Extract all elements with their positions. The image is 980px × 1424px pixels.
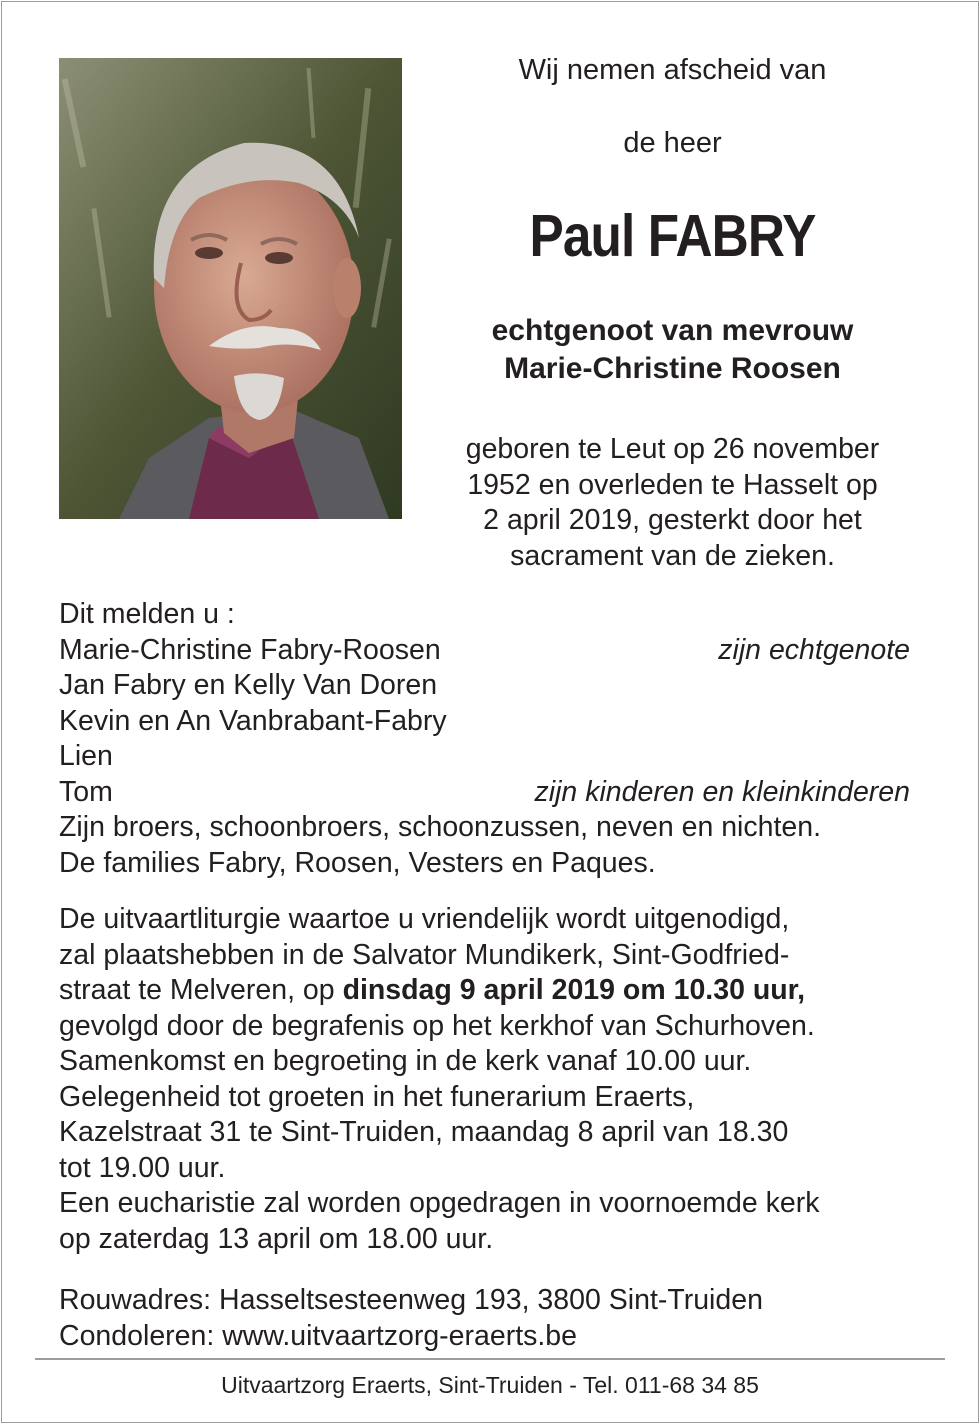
birth-line: sacrament van de zieken.	[510, 539, 835, 572]
family-line: De families Fabry, Roosen, Vesters en Paques.	[59, 846, 656, 879]
notice-row	[59, 668, 919, 704]
intro-text: Wij nemen afscheid van	[518, 54, 827, 86]
ceremony-block	[59, 902, 919, 1257]
notice-name: Kevin en An Vanbrabant-Fabry	[59, 704, 447, 737]
spouse-name: Marie-Christine Roosen	[504, 352, 841, 385]
mourning-address: Rouwadres: Hasseltsesteenweg 193, 3800 Sint-Truiden	[59, 1284, 763, 1316]
notice-relation: zijn kinderen en kleinkinderen	[534, 775, 910, 808]
ceremony-line: De uitvaartliturgie waartoe u vriendelijk wordt uitgenodigd,	[59, 903, 790, 935]
contact-block	[59, 1283, 919, 1354]
notices-block	[59, 597, 919, 881]
ceremony-text: straat te Melveren, op	[59, 974, 343, 1006]
birth-line: geboren te Leut op 26 november	[465, 433, 880, 465]
notice-relation: zijn echtgenote	[718, 633, 910, 666]
portrait-photo	[59, 58, 402, 519]
notice-name: Marie-Christine Fabry-Roosen	[59, 633, 441, 666]
ceremony-line: Gelegenheid tot groeten in het funerarium Eraerts,	[59, 1080, 695, 1113]
footer-text: Uitvaartzorg Eraerts, Sint-Truiden - Tel. 011-68 34 85	[221, 1372, 759, 1398]
ceremony-line: Samenkomst en begroeting in de kerk vanaf 10.00 uur.	[59, 1045, 752, 1077]
ceremony-line: Kazelstraat 31 te Sint-Truiden, maandag 8 april van 18.30	[59, 1116, 789, 1148]
notices-intro: Dit melden u :	[59, 598, 235, 630]
ceremony-line: Een eucharistie zal worden opgedragen in voornoemde kerk	[59, 1187, 820, 1219]
birth-line: 2 april 2019, gesterkt door het	[483, 504, 862, 536]
notice-name: Jan Fabry en Kelly Van Doren	[59, 669, 438, 701]
birth-death-block	[420, 432, 925, 574]
ceremony-line	[59, 973, 919, 1009]
spouse-line: echtgenoot van mevrouw	[491, 314, 854, 347]
notice-row	[59, 739, 919, 775]
deceased-name: Paul FABRY	[529, 203, 816, 269]
ceremony-line: zal plaatshebben in de Salvator Mundikerk, Sint-Godfried-	[59, 938, 790, 971]
notice-row	[59, 704, 919, 740]
notice-name: Tom	[59, 775, 113, 808]
birth-line: 1952 en overleden te Hasselt op	[467, 468, 878, 501]
notice-name: Lien	[59, 740, 113, 772]
ceremony-line: tot 19.00 uur.	[59, 1151, 226, 1184]
ceremony-line: gevolgd door de begrafenis op het kerkhof van Schurhoven.	[59, 1009, 815, 1042]
ceremony-date: dinsdag 9 april 2019 om 10.30 uur,	[342, 974, 806, 1006]
notice-row	[59, 775, 919, 811]
spouse-block	[420, 312, 925, 388]
footer-divider	[35, 1358, 945, 1360]
honorific: de heer	[623, 127, 722, 159]
condolence-link[interactable]: Condoleren: www.uitvaartzorg-eraerts.be	[59, 1319, 577, 1352]
ceremony-line: op zaterdag 13 april om 18.00 uur.	[59, 1222, 494, 1255]
notice-row	[59, 633, 919, 669]
family-line: Zijn broers, schoonbroers, schoonzussen, neven en nichten.	[59, 811, 822, 843]
